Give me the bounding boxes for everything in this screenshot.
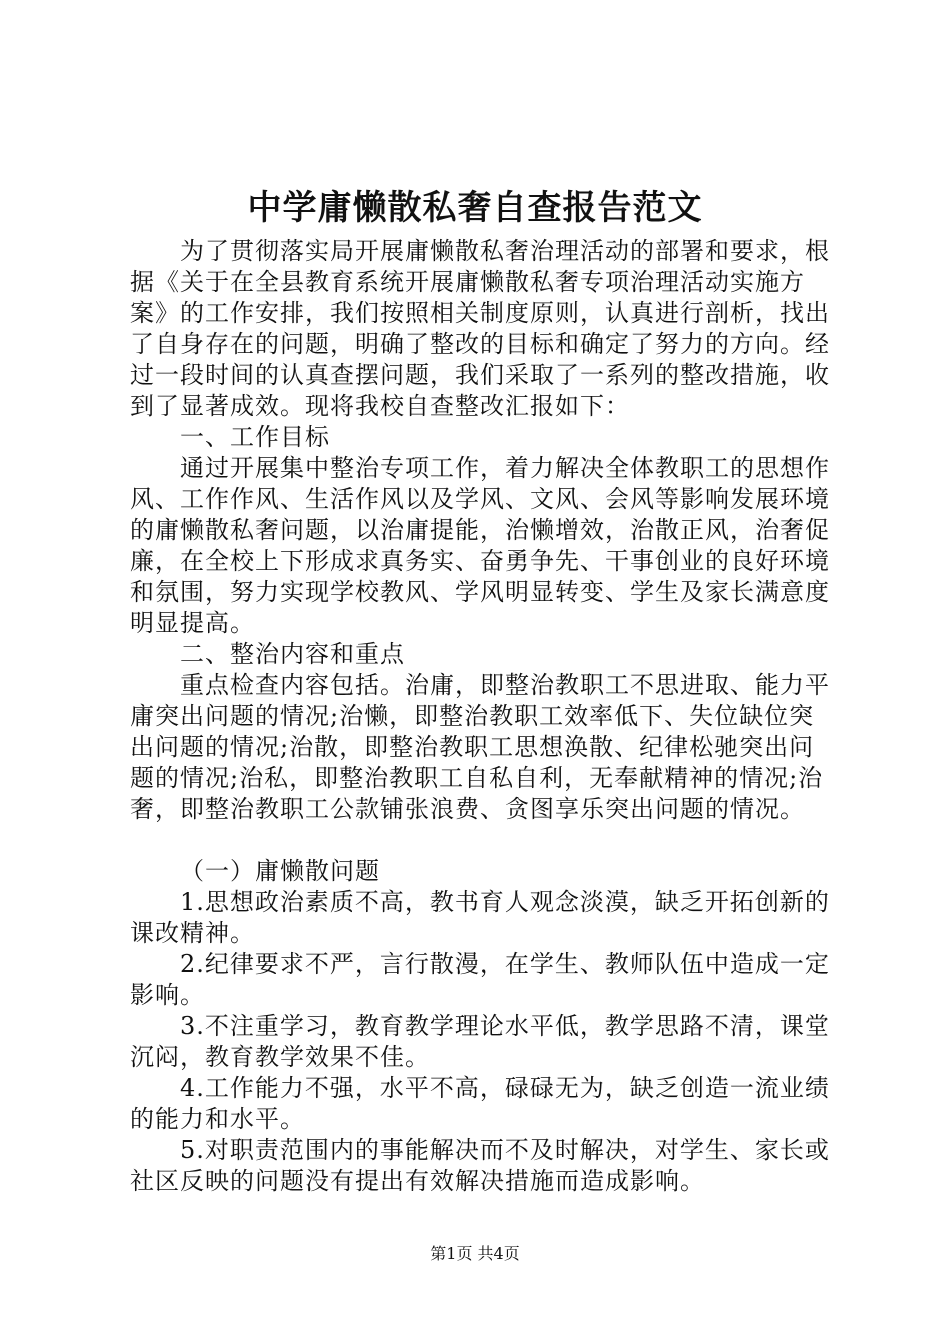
page-number-footer: 第1页 共4页 (430, 1244, 520, 1263)
intro-paragraph: 为了贯彻落实局开展庸懒散私奢治理活动的部署和要求，根据《关于在全县教育系统开展庸懒散私奢专项治理活动实施方案》的工作安排，我们按照相关制度原则，认真进行剖析，找出了自身存在的问题，明确了整改的目标和确定了努力的方向。经过一段时间的认真查摆问题，我们采取了一系列的整改措施，收到了显著成效。现将我校自查整改汇报如下： (130, 237, 830, 420)
list-item-1: 1.思想政治素质不高，教书育人观念淡漠，缺乏开拓创新的课改精神。 (130, 888, 830, 947)
list-item-4: 4.工作能力不强，水平不高，碌碌无为，缺乏创造一流业绩的能力和水平。 (130, 1074, 830, 1133)
list-item-5: 5.对职责范围内的事能解决而不及时解决，对学生、家长或社区反映的问题没有提出有效解决措施而造成影响。 (130, 1136, 830, 1195)
content-paragraph: 重点检查内容包括。治庸，即整治教职工不思进取、能力平庸突出问题的情况;治懒，即整治教职工效率低下、失位缺位突出问题的情况;治散，即整治教职工思想涣散、纪律松驰突出问题的情况;治私，即整治教职工自私自利，无奉献精神的情况;治奢，即整治教职工公款铺张浪费、贪图享乐突出问题的情况。 (130, 671, 830, 823)
document-body (130, 236, 830, 1197)
subsection-heading: （一）庸懒散问题 (180, 857, 380, 885)
list-item-2: 2.纪律要求不严，言行散漫，在学生、教师队伍中造成一定影响。 (130, 950, 830, 1009)
section-heading-content: 二、整治内容和重点 (180, 640, 405, 668)
document-title: 中学庸懒散私奢自查报告范文 (247, 188, 703, 228)
paragraph-spacer (130, 825, 830, 856)
goals-paragraph: 通过开展集中整治专项工作，着力解决全体教职工的思想作风、工作作风、生活作风以及学风、文风、会风等影响发展环境的庸懒散私奢问题，以治庸提能，治懒增效，治散正风，治奢促廉，在全校上下形成求真务实、奋勇争先、干事创业的良好环境和氛围，努力实现学校教风、学风明显转变、学生及家长满意度明显提高。 (130, 454, 830, 637)
list-item-3: 3.不注重学习，教育教学理论水平低，教学思路不清，课堂沉闷，教育教学效果不佳。 (130, 1012, 830, 1071)
section-heading-goals: 一、工作目标 (180, 423, 330, 451)
